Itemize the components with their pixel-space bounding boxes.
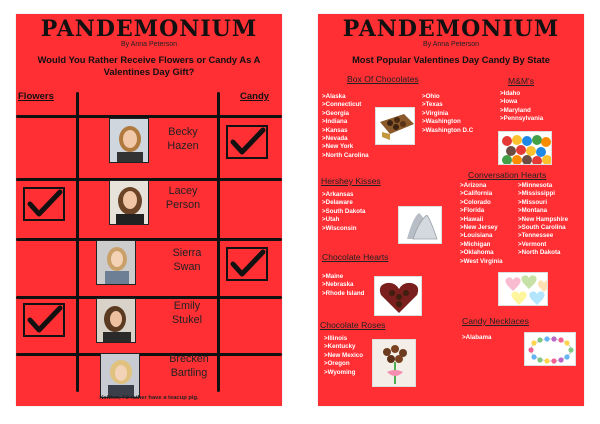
state-list: >Arizona >California >Colorado >Florida >Hawaii >New Jersey >Louisiana >Michigan >Oklahoma >West Virginia [460, 182, 503, 265]
person-photo [96, 240, 136, 285]
section-title-conversation-hearts: Conversation Hearts [468, 170, 547, 180]
candy-column-header: Candy [240, 91, 270, 102]
state-list: >Illinois >Kentucky >New Mexico >Oregon >Wyoming [324, 335, 364, 376]
person-photo [96, 298, 136, 343]
byline: By Anna Peterson [422, 41, 480, 48]
flowers-column-header: Flowers [18, 91, 54, 102]
mms-image [498, 131, 552, 165]
portrait-icon [110, 181, 149, 225]
person-photo [109, 180, 149, 225]
state-list: >Ohio >Texas >Virginia >Washington >Washington D.C [422, 93, 474, 134]
person-name: Emily Stukel [171, 300, 202, 326]
section-title-candy-necklaces: Candy Necklaces [462, 316, 529, 326]
conversation-hearts-image [498, 272, 548, 306]
state-list: >Arkansas >Delaware >South Dakota >Utah >Wisconsin [322, 191, 366, 232]
hershey-kisses-image [398, 206, 442, 244]
candy-checkmark-icon [225, 124, 269, 160]
grid-row-divider [16, 238, 282, 241]
flowers-checkmark-icon [22, 302, 66, 338]
portrait-icon [97, 241, 136, 285]
candy-necklaces-image [524, 332, 576, 366]
state-list: >Idaho >Iowa >Maryland >Pennsylvania [500, 90, 544, 123]
person-name: Brecken Bartling [169, 353, 209, 379]
grid-row-divider [16, 296, 282, 299]
person-name: Sierra Swan [172, 247, 202, 273]
portrait-icon [110, 119, 149, 163]
candy-checkmark-icon [225, 246, 269, 282]
state-list: >Alaska >Connecticut >Georgia >Indiana >Kansas >Nevada >New York >North Carolina [322, 93, 369, 159]
grid-row-divider [16, 353, 282, 356]
grid-column-divider [76, 92, 79, 392]
section-title-chocolate-hearts: Chocolate Hearts [322, 252, 389, 262]
portrait-icon [101, 354, 140, 398]
section-title-mms: M&M's [508, 76, 534, 86]
section-title-hershey-kisses: Hershey Kisses [321, 176, 381, 186]
state-list: >Maine >Nebraska >Rhode Island [322, 273, 365, 297]
person-photo [100, 353, 140, 398]
person-name: Lacey Person [165, 185, 201, 211]
footnote: Neither, I'd rather have a teacup pig. [99, 395, 199, 401]
grid-row-divider [16, 178, 282, 181]
byline: By Anna Peterson [120, 41, 178, 48]
section-title-chocolate-roses: Chocolate Roses [320, 320, 386, 330]
state-list: >Alabama [462, 334, 492, 341]
section-title-box-of-chocolates: Box Of Chocolates [347, 74, 419, 84]
person-name: Becky Hazen [167, 126, 199, 152]
masthead-title: PANDEMONIUM [40, 16, 258, 42]
survey-page [16, 14, 282, 406]
grid-column-divider [217, 92, 220, 392]
flowers-checkmark-icon [22, 186, 66, 222]
page-title: Most Popular Valentines Day Candy By State [352, 55, 550, 65]
portrait-icon [97, 299, 136, 343]
state-list: >Minnesota >Mississippi >Missouri >Montana >New Hampshire >South Carolina >Tennessee >Vermont >North Dakota [518, 182, 569, 257]
chocolate-hearts-image [374, 276, 422, 316]
survey-question: Would You Rather Receive Flowers or Candy As A Valentines Day Gift? [37, 54, 261, 77]
candy-by-state-page [318, 14, 584, 406]
person-photo [109, 118, 149, 163]
grid-row-divider [16, 115, 282, 118]
chocolate-roses-image [372, 339, 416, 387]
box-of-chocolates-image [375, 107, 415, 145]
masthead-title: PANDEMONIUM [342, 16, 560, 42]
